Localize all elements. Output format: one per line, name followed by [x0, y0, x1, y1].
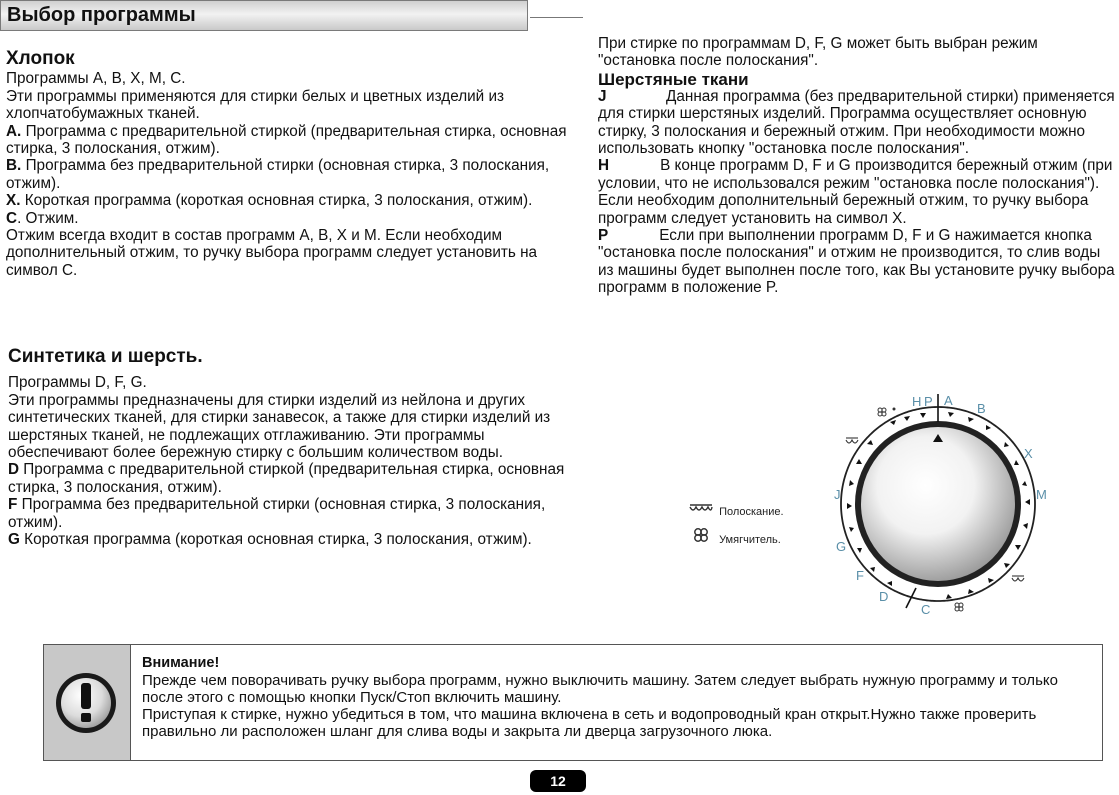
page-title: Выбор программы	[7, 4, 196, 26]
synthetic-item-g: G Короткая программа (короткая основная стирка, 3 полоскания, отжим).	[8, 531, 532, 549]
dial-rinse-icon-right	[1012, 576, 1024, 581]
dial-label-m: M	[1036, 487, 1047, 502]
dial-dot	[893, 408, 896, 411]
legend-rinse	[686, 503, 784, 518]
program-dial	[820, 380, 1050, 620]
dial-softener-icon-top	[878, 408, 886, 416]
wool-section	[598, 35, 1118, 297]
rinse-stop-note: При стирке по программам D, F, G может быть выбран режим "остановка после полоскания".	[598, 35, 1038, 70]
dial-knob	[861, 427, 1015, 581]
warning-title: Внимание!	[142, 655, 220, 671]
rinse-icon	[686, 503, 716, 518]
dial-label-h: H	[912, 394, 922, 409]
wool-item-j: J Данная программа (без предварительной стирки) применяется для стирки шерстяных изделий. Программа осуществляет основную стирку, 3 полоскания и бережный отжим. При необходимости можно использовать кнопку "остановка после полоскания".	[598, 87, 1115, 158]
section-header	[0, 0, 528, 31]
dial-label-x: X	[1024, 446, 1033, 461]
exclamation-icon	[44, 645, 130, 760]
legend-softener	[686, 527, 781, 546]
warning-box	[43, 644, 1103, 761]
synthetic-item-d: D Программа с предварительной стиркой (предварительная стирка, основная стирка, 3 полоскания, отжим).	[8, 461, 565, 496]
warning-paragraph-1: Прежде чем поворачивать ручку выбора программ, нужно выключить машину. Затем следует выбрать нужную программу и только после этого с помощью кнопки Пуск/Стоп включить машину.	[142, 672, 1058, 706]
wool-title: Шерстяные ткани	[598, 69, 749, 89]
dial-label-f: F	[856, 568, 864, 583]
dial-label-p: P	[924, 394, 933, 409]
dial-rinse-icon-left	[846, 438, 858, 443]
synthetic-intro: Эти программы предназначены для стирки изделий из нейлона и других синтетических тканей, для стирки занавесок, а также для стирки изделий из шерстяных тканей, не подлежащих отглаживанию. Эти программы обеспечивают более бережную стирку с большим количеством воды.	[8, 391, 551, 462]
wool-item-p: P Если при выполнении программ D, F и G нажимается кнопка "остановка после полоскания" и отжим не производится, то слив воды из машины будет выполнен после того, как Вы установите ручку выбора программ в положение P.	[598, 227, 1115, 297]
dial-label-c: C	[921, 602, 931, 617]
synthetic-programs: Программы D, F, G.	[8, 374, 147, 392]
cotton-item-b: B. Программа без предварительной стирки (основная стирка, 3 полоскания, отжим).	[6, 157, 550, 192]
wool-item-h: H В конце программ D, F и G производится бережный отжим (при условии, что не использовался режим "остановка после полоскания"). Если необходим дополнительный бережный отжим, то ручку выбора программ следует установить на символ X.	[598, 157, 1113, 227]
legend-rinse-label: Полоскание.	[719, 506, 784, 518]
synthetic-title: Синтетика и шерсть.	[8, 346, 203, 367]
softener-icon	[686, 527, 716, 546]
cotton-item-c: C. Отжим.	[6, 209, 79, 227]
cotton-title: Хлопок	[6, 48, 75, 69]
cotton-section	[6, 50, 581, 279]
dial-label-d: D	[879, 589, 889, 604]
synthetic-section	[8, 348, 583, 548]
dial-label-b: B	[977, 401, 986, 416]
warning-icon-panel	[44, 645, 131, 760]
cotton-item-x: X. Короткая программа (короткая основная стирка, 3 полоскания, отжим).	[6, 192, 533, 210]
dial-label-g: G	[836, 539, 847, 554]
header-divider	[530, 17, 583, 18]
cotton-item-a: A. Программа с предварительной стиркой (предварительная стирка, основная стирка, 3 полоскания, отжим).	[6, 122, 567, 158]
warning-text	[142, 655, 1092, 740]
synthetic-item-f: F Программа без предварительной стирки (основная стирка, 3 полоскания, отжим).	[8, 496, 546, 531]
warning-paragraph-2: Приступая к стирке, нужно убедиться в том, что машина включена в сеть и водопроводный кран открыт.Нужно также проверить правильно ли расположен шланг для слива воды и закрыта ли дверца загрузочного люка.	[142, 706, 1037, 740]
cotton-programs: Программы A, B, X, M, C.	[6, 70, 186, 88]
dial-softener-icon-bottom	[955, 603, 963, 611]
dial-label-j: J	[834, 487, 841, 502]
cotton-intro: Эти программы применяются для стирки белых и цветных изделий из хлопчатобумажных тканей.	[6, 87, 505, 123]
dial-label-a: A	[944, 393, 953, 408]
cotton-note: Отжим всегда входит в состав программ A, B, X и M. Если необходим дополнительный отжим, то ручку выбора программ следует установить на символ C.	[6, 227, 538, 279]
legend-softener-label: Умягчитель.	[719, 534, 781, 546]
page-number-badge: 12	[530, 770, 586, 792]
